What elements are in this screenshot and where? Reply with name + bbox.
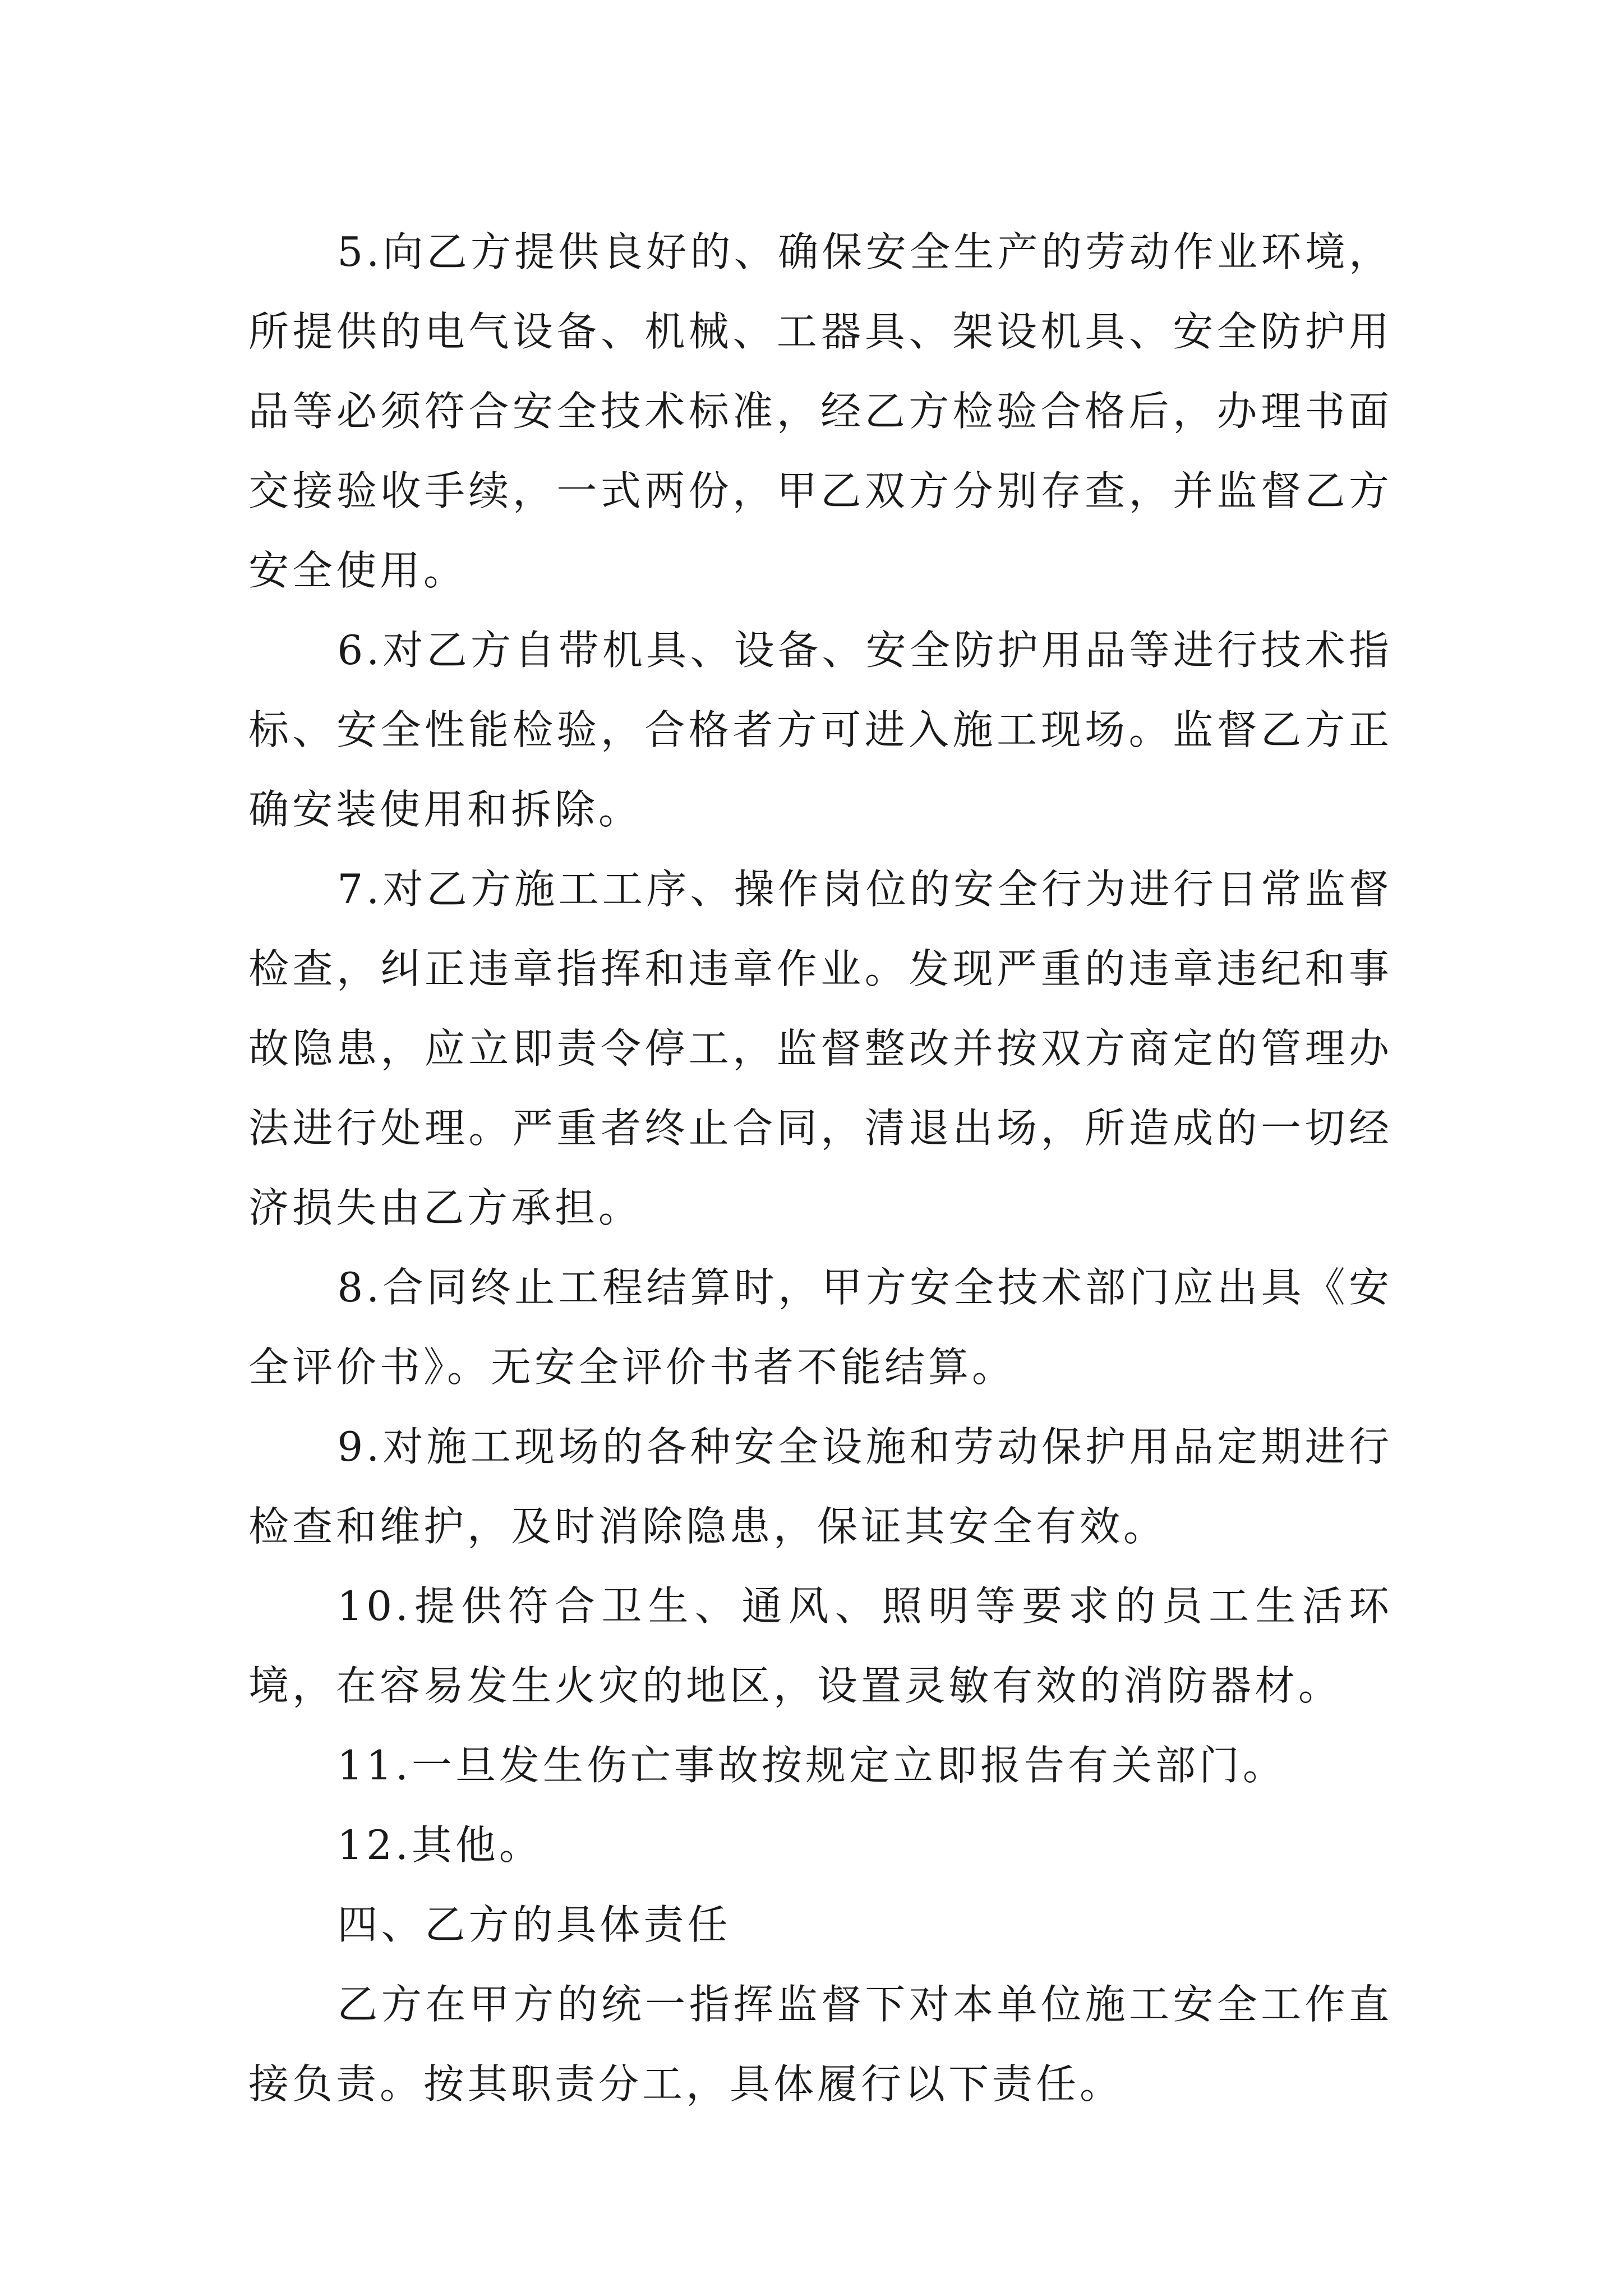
paragraph-item-10: 10.提供符合卫生、通风、照明等要求的员工生活环境，在容易发生火灾的地区，设置灵敏有效的消防器材。 bbox=[248, 1582, 1393, 1709]
paragraph-item-7: 7.对乙方施工工序、操作岗位的安全行为进行日常监督检查，纠正违章指挥和违章作业。发现严重的违章违纪和事故隐患，应立即责令停工，监督整改并按双方商定的管理办法进行处理。严重者终止合同，清退出场，所造成的一切经济损失由乙方承担。 bbox=[248, 866, 1393, 1231]
paragraph-item-6: 6.对乙方自带机具、设备、安全防护用品等进行技术指标、安全性能检验，合格者方可进入施工现场。监督乙方正确安装使用和拆除。 bbox=[248, 627, 1393, 833]
document-body bbox=[248, 212, 1393, 2124]
paragraph-item-12: 12.其他。 bbox=[337, 1821, 543, 1869]
paragraph-item-9: 9.对施工现场的各种安全设施和劳动保护用品定期进行检查和维护，及时消除隐患，保证其安全有效。 bbox=[248, 1423, 1393, 1550]
paragraph-item-8: 8.合同终止工程结算时，甲方安全技术部门应出具《安全评价书》。无安全评价书者不能结算。 bbox=[248, 1264, 1393, 1391]
section-intro-paragraph: 乙方在甲方的统一指挥监督下对本单位施工安全工作直接负责。按其职责分工，具体履行以下责任。 bbox=[248, 1981, 1393, 2108]
paragraph-item-11: 11.一旦发生伤亡事故按规定立即报告有关部门。 bbox=[337, 1742, 1287, 1789]
section-heading: 四、乙方的具体责任 bbox=[337, 1901, 731, 1948]
paragraph-item-5: 5.向乙方提供良好的、确保安全生产的劳动作业环境，所提供的电气设备、机械、工器具、架设机具、安全防护用品等必须符合安全技术标准，经乙方检验合格后，办理书面交接验收手续，一式两份，甲乙双方分别存查，并监督乙方安全使用。 bbox=[248, 228, 1393, 594]
